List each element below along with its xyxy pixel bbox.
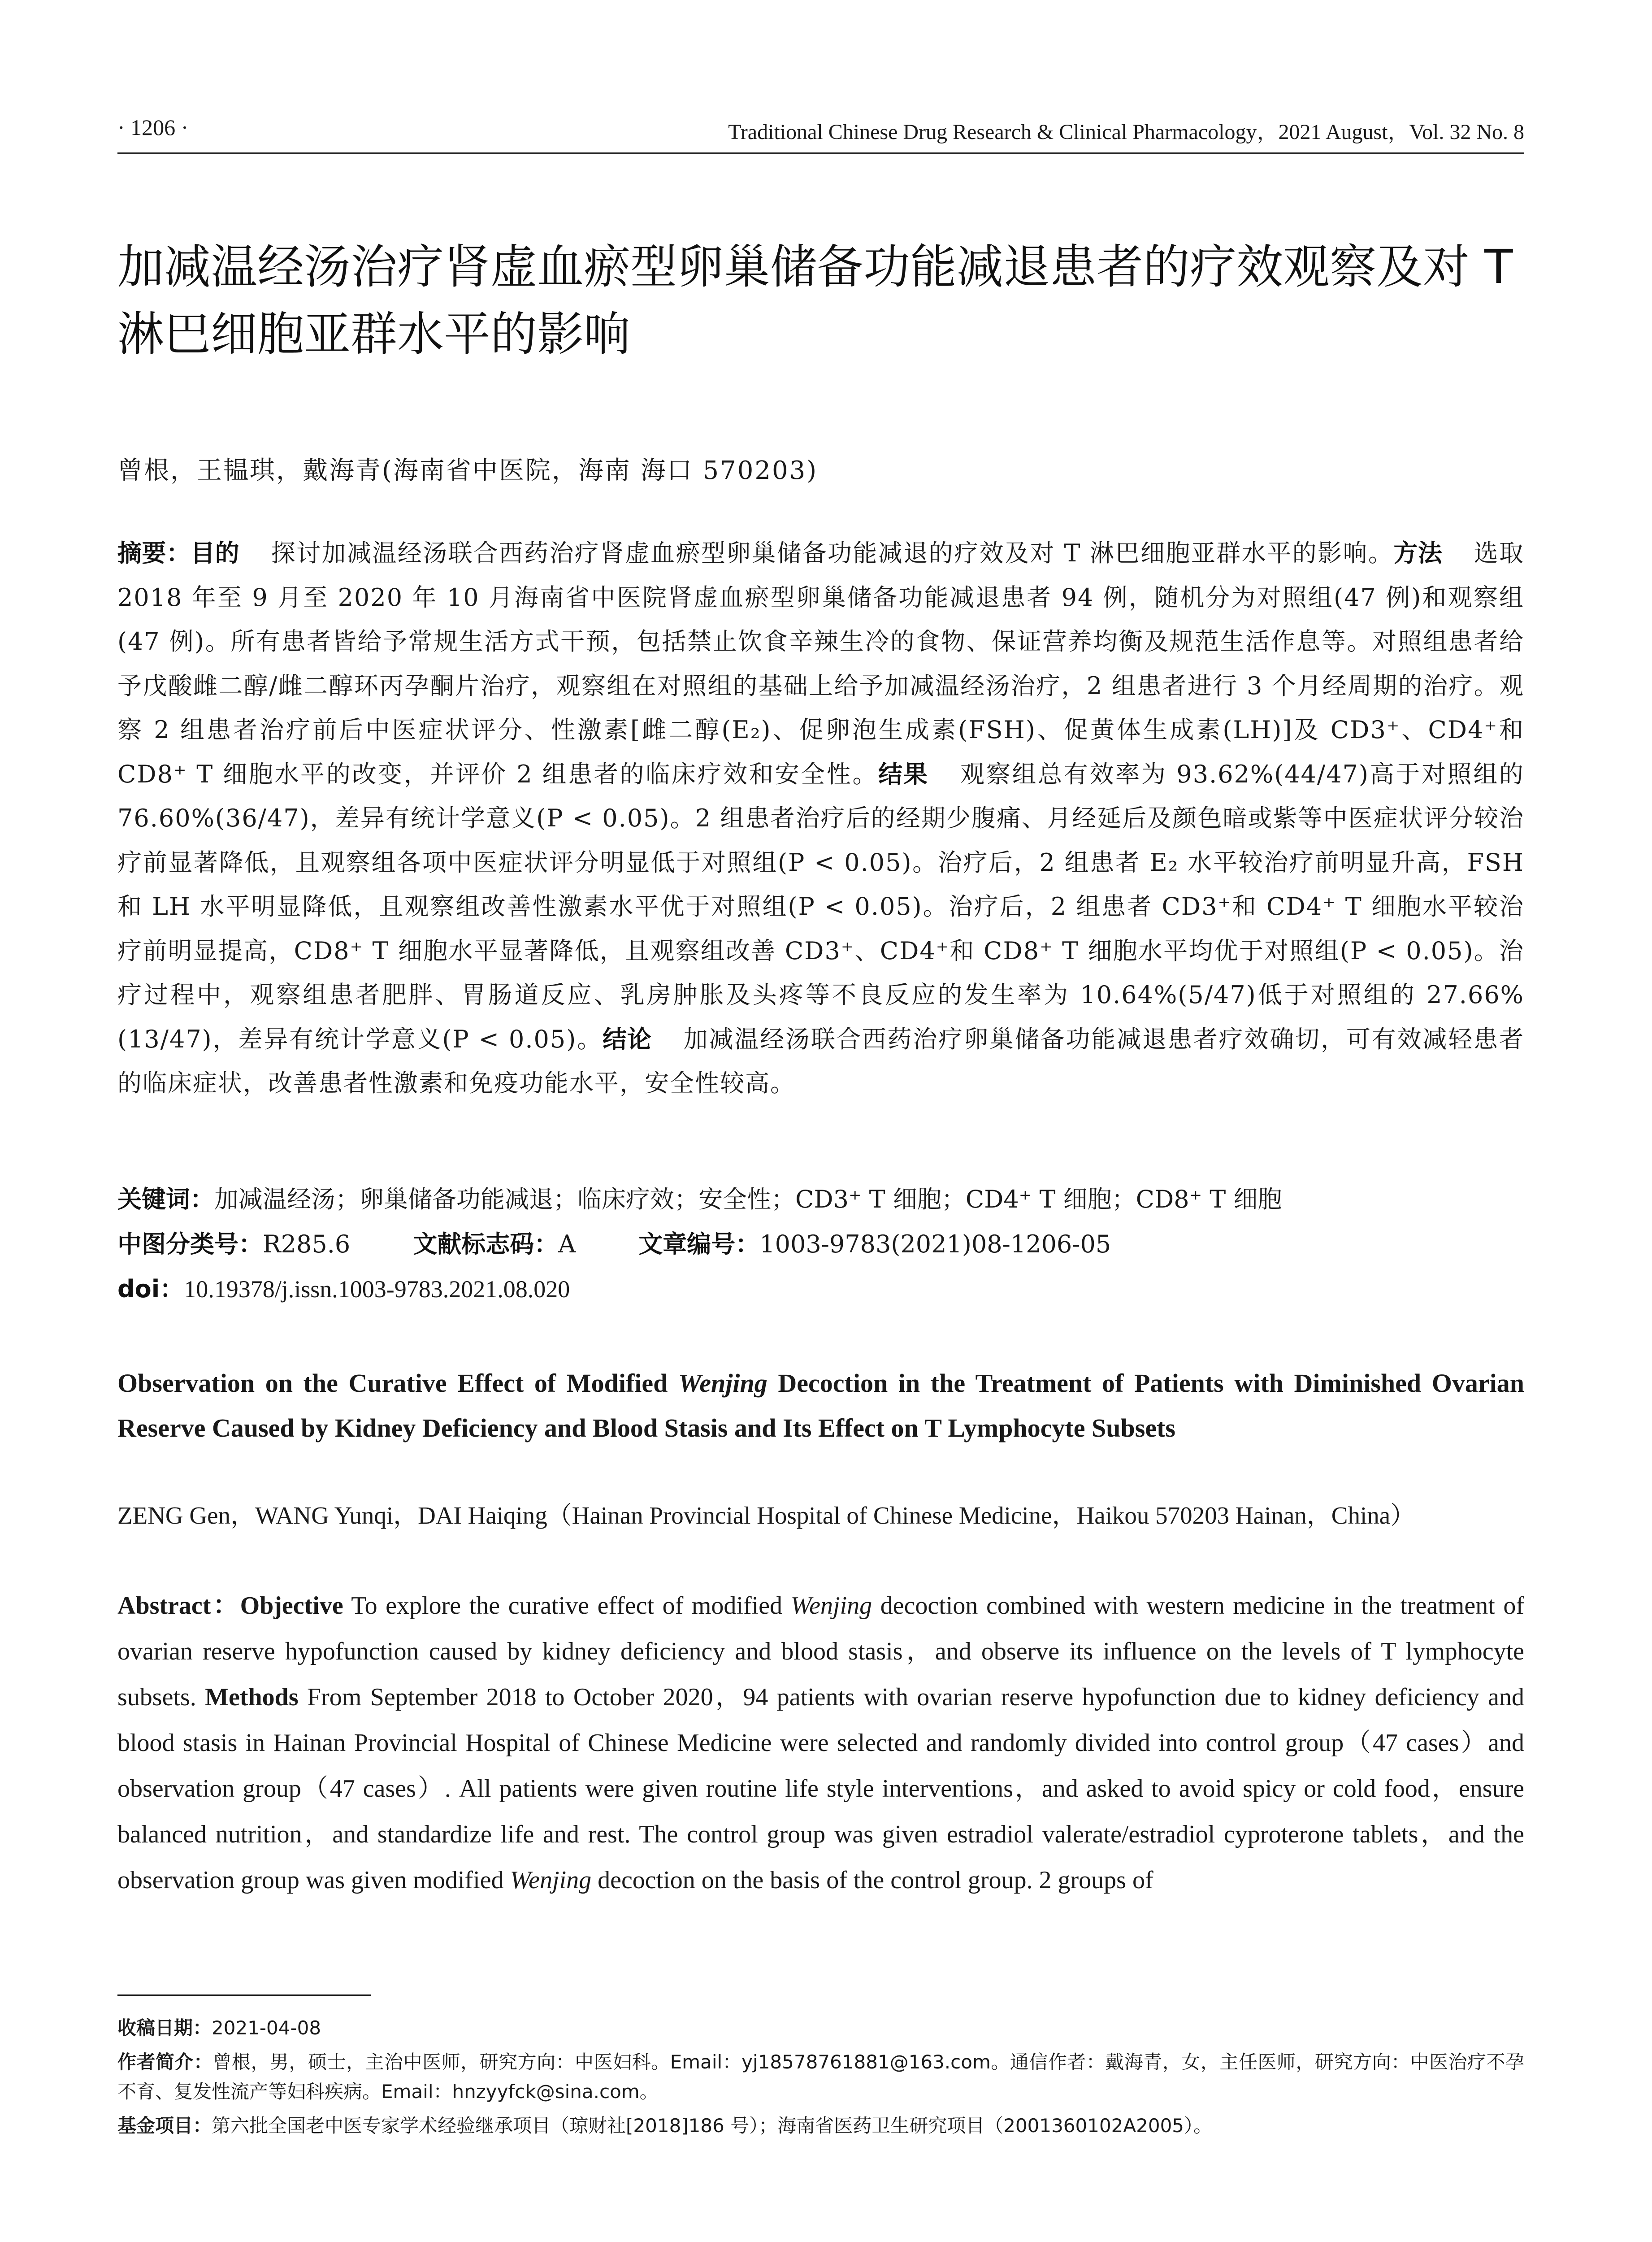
classification-line: [117, 1226, 1524, 1262]
methods-text: 选取 2018 年至 9 月至 2020 年 10 月海南省中医院肾虚血瘀型卵巢储备功能减退患者 94 例，随机分为对照组(47 例)和观察组(47 例)。所有患者皆给予常规生活方式干预，包括禁止饮食辛辣生冷的食物、保证营养均衡及规范生活作息等。对照组患者给予戊酸雌二醇/雌二醇环丙孕酮片治疗，观察组在对照组的基础上给予加减温经汤治疗，2 组患者进行 3 个月经周期的治疗。观察 2 组患者治疗前后中医症状评分、性激素[雌二醇(E₂)、促卵泡生成素(FSH)、促黄体生成素(LH)]及 CD3⁺、CD4⁺和 CD8⁺ T 细胞水平的改变，并评价 2 组患者的临床疗效和安全性。: [117, 539, 1525, 788]
footnotes: [117, 2013, 1524, 2145]
methods-en-italic: Wenjing: [510, 1866, 592, 1894]
methods-en-text-b: decoction on the basis of the control group. 2 groups of: [591, 1866, 1153, 1894]
authors-en: ZENG Gen，WANG Yunqi，DAI Haiqing（Hainan Provincial Hospital of Chinese Medicine，Haikou 570203 Hainan，China）: [117, 1502, 1415, 1529]
title-en-italic: Wenjing: [678, 1369, 767, 1398]
objective-en-label: Objective: [240, 1592, 343, 1620]
doc-code-label: 文献标志码：: [413, 1230, 559, 1258]
doi-value: 10.19378/j.issn.1003-9783.2021.08.020: [184, 1276, 570, 1303]
keywords: [117, 1182, 1524, 1217]
objective-text: 探讨加减温经汤联合西药治疗肾虚血瘀型卵巢储备功能减退的疗效及对 T 淋巴细胞亚群水平的影响。: [271, 539, 1394, 567]
received-label: 收稿日期：: [117, 2017, 212, 2039]
authors-cn: 曾根，王韫琪，戴海青(海南省中医院，海南 海口 570203): [117, 456, 818, 485]
objective-en-text-b: decoction combined with western medicine in the treatment of ovarian reserve hypofunction caused by kidney deficiency and blood stasis，and observe its influence on the levels of T lymphocyte subsets.: [117, 1592, 1524, 1711]
article-number-label: 文章编号：: [638, 1230, 760, 1258]
results-text: 观察组总有效率为 93.62%(44/47)高于对照组的 76.60%(36/47)，差异有统计学意义(P < 0.05)。2 组患者治疗后的经期少腹痛、月经延后及颜色暗或紫等中医症状评分较治疗前显著降低，且观察组各项中医症状评分明显低于对照组(P < 0.05)。治疗后，2 组患者 E₂ 水平较治疗前明显升高，FSH 和 LH 水平明显降低，且观察组改善性激素水平优于对照组(P < 0.05)。治疗后，2 组患者 CD3⁺和 CD4⁺ T 细胞水平较治疗前明显提高，CD8⁺ T 细胞水平显著降低，且观察组改善 CD3⁺、CD4⁺和 CD8⁺ T 细胞水平均优于对照组(P < 0.05)。治疗过程中，观察组患者肥胖、胃肠道反应、乳房肿胀及头疼等不良反应的发生率为 10.64%(5/47)低于对照组的 27.66%(13/47)，差异有统计学意义(P < 0.05)。: [117, 760, 1524, 1053]
abstract-en-label: Abstract：: [117, 1592, 240, 1620]
received-date: 2021-04-08: [212, 2017, 321, 2039]
article-number-value: 1003-9783(2021)08-1206-05: [759, 1230, 1111, 1258]
methods-en-text-a: From September 2018 to October 2020，94 patients with ovarian reserve hypofunction due to kidney deficiency and blood stasis in Hainan Provincial Hospital of Chinese Medicine were selected and randomly divided into control group（47 cases）and observation group（47 cases）. All patients were given routine life style interventions，and asked to avoid spicy or cold food，ensure balanced nutrition，and standardize life and rest. The control group was given estradiol valerate/estradiol cyproterone tablets，and the observation group was given modified: [117, 1683, 1524, 1894]
conclusion-label: 结论: [603, 1025, 652, 1053]
title-en-part1: Observation on the Curative Effect of Modified: [117, 1369, 679, 1398]
doi-label: doi：: [117, 1275, 184, 1303]
footnote-funding: [117, 2111, 1524, 2141]
objective-label: 目的: [191, 539, 240, 567]
footnote-author-bio: [117, 2047, 1524, 2107]
results-label: 结果: [878, 760, 928, 788]
clc-label: 中图分类号：: [117, 1230, 263, 1258]
objective-en-text-a: To explore the curative effect of modified: [343, 1592, 791, 1620]
doc-code-value: A: [558, 1230, 576, 1258]
doi-line: [117, 1271, 1524, 1307]
clc-value: R285.6: [263, 1230, 351, 1258]
funding-text: 第六批全国老中医专家学术经验继承项目（琼财社[2018]186 号）；海南省医药卫生研究项目（2001360102A2005）。: [212, 2115, 1213, 2137]
author-bio-label: 作者简介：: [117, 2051, 213, 2073]
footnote-rule: [117, 1994, 371, 1996]
article-title-en: [117, 1361, 1524, 1451]
article-title-cn: 加减温经汤治疗肾虚血瘀型卵巢储备功能减退患者的疗效观察及对 T 淋巴细胞亚群水平的影响: [117, 239, 1513, 361]
page-number: · 1206 ·: [117, 115, 189, 140]
abstract-en: [117, 1583, 1524, 1903]
footnote-received: [117, 2013, 1524, 2043]
methods-label: 方法: [1393, 539, 1443, 567]
funding-label: 基金项目：: [117, 2115, 212, 2137]
author-bio-text: 曾根，男，硕士，主治中医师，研究方向：中医妇科。Email：yj18578761881@163.com。通信作者：戴海青，女，主任医师，研究方向：中医治疗不孕不育、复发性流产等妇科疾病。Email：hnzyyfck@sina.com。: [117, 2051, 1524, 2103]
conclusion-text: 加减温经汤联合西药治疗卵巢储备功能减退患者疗效确切，可有效减轻患者的临床症状，改善患者性激素和免疫功能水平，安全性较高。: [117, 1025, 1525, 1097]
keywords-text: 加减温经汤；卵巢储备功能减退；临床疗效；安全性；CD3⁺ T 细胞；CD4⁺ T 细胞；CD8⁺ T 细胞: [214, 1185, 1282, 1213]
abstract-cn: [117, 531, 1524, 1106]
header-rule: [117, 152, 1524, 154]
journal-header: Traditional Chinese Drug Research & Clinical Pharmacology，2021 August，Vol. 32 No. 8: [728, 120, 1524, 144]
keywords-label: 关键词：: [117, 1185, 214, 1213]
abstract-label: 摘要：: [117, 539, 191, 567]
objective-en-italic: Wenjing: [790, 1592, 872, 1620]
title-en-part2: Decoction in the Treatment of Patients with Diminished Ovarian Reserve Caused by Kidney Deficiency and Blood Stasis and Its Effect on T Lymphocyte Subsets: [117, 1369, 1524, 1443]
methods-en-label: Methods: [205, 1683, 299, 1711]
